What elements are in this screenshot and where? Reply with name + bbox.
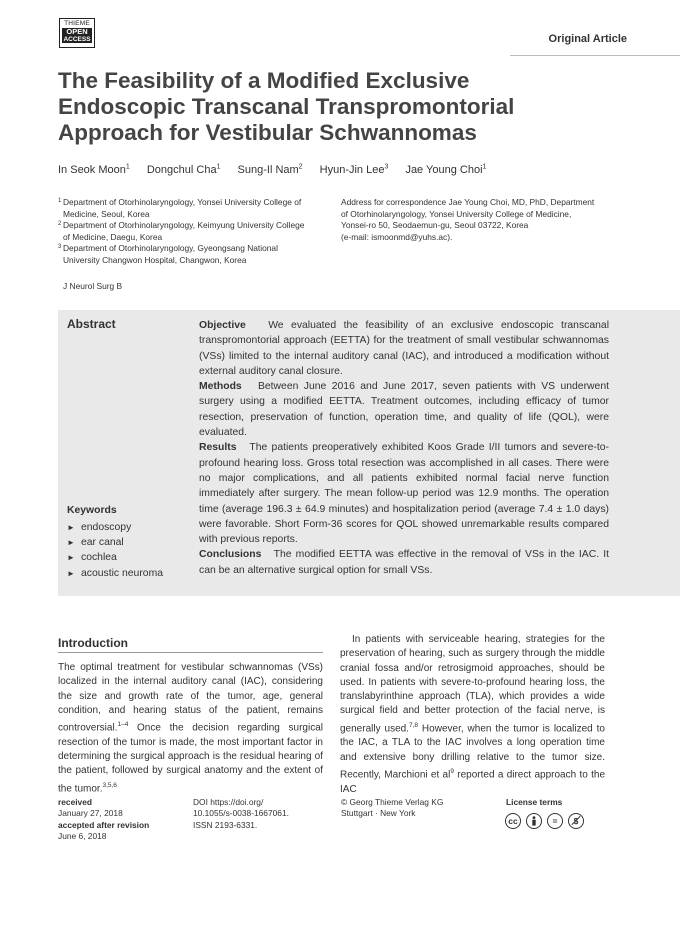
title-line: Endoscopic Transcanal Transpromontorial — [58, 94, 515, 119]
article-type: Original Article — [548, 33, 627, 45]
journal-name: J Neurol Surg B — [63, 281, 123, 291]
logo-line1: THIEME — [64, 20, 90, 27]
keyword-item: ► acoustic neuroma — [67, 566, 163, 581]
abstract-section: Results The patients preoperatively exhibited Koos Grade I/II tumors and severe-to-profound hearing loss. Gross total resection was accomplished in all cases. There were no major complications, and all patients exhibited normal facial nerve function immediately after surgery. The mean follow-up period was 12.9 months. The operation time (average 196.3 ± 64.9 minutes) and hospitalization period (average 7.4 ± 1.0 days) were favorable. Short Form-36 scores for QOL showed unremarkable results compared with previous reports. — [199, 442, 609, 546]
keyword-item: ► ear canal — [67, 535, 163, 550]
abstract-section: Conclusions The modified EETTA was effective in the removal of VSs in the IAC. It can be an alternative surgical option for small VSs. — [199, 549, 609, 576]
title-line: Approach for Vestibular Schwannomas — [58, 120, 477, 145]
article-title — [58, 68, 558, 146]
thieme-open-access-logo — [59, 18, 95, 48]
abstract-body — [199, 318, 609, 578]
introduction-heading: Introduction — [58, 636, 128, 650]
introduction-right-column — [340, 633, 605, 797]
accepted-label: accepted after revision — [58, 819, 150, 830]
arrow-bullet-icon: ► — [67, 553, 75, 563]
received-date: January 27, 2018 — [58, 808, 123, 819]
accepted-date: June 6, 2018 — [58, 831, 107, 842]
keyword-item: ► endoscopy — [67, 520, 163, 535]
license-icons[interactable] — [505, 813, 584, 829]
keywords-list — [67, 520, 163, 581]
header-rule — [510, 55, 680, 56]
received-dates — [58, 797, 149, 843]
nc-icon: $ — [568, 813, 584, 829]
publisher-info: © Georg Thieme Verlag KG Stuttgart · New York — [341, 797, 444, 819]
affiliations — [58, 197, 328, 267]
author-list — [58, 163, 500, 176]
author: Jae Young Choi$^1$ — [405, 163, 487, 176]
affiliation: 2 Department of Otorhinolaryngology, Keimyung University College of Medicine, Daegu, Korea — [58, 220, 305, 242]
section-rule — [58, 652, 323, 653]
abstract-section: Objective We evaluated the feasibility of an exclusive endoscopic transcanal transpromontorial approach (EETTA) for the treatment of small vestibular schwannomas (VSs) limited to the internal auditory canal (IAC), and introduced a modification without external auditory canal closure. — [199, 320, 610, 377]
arrow-bullet-icon: ► — [67, 523, 75, 532]
paragraph: The optimal treatment for vestibular schwannomas (VSs) localized in the internal auditory canal (IAC), considering the size and growth rate of the tumor, age, general condition, and hearing status of the patient, remains controversial.$^{1-4}$ Once the decision regarding surgical resection of the tumor is made, the most important factor in determining the surgical approach is the residual hearing of the patient, followed by surgical anatomy and the extent of the tumor.$^{3,5,6}$ — [58, 662, 323, 795]
author: Hyun-Jin Lee$^3$ — [319, 163, 389, 176]
nd-icon: = — [547, 813, 563, 829]
logo-line2: OPEN — [62, 28, 92, 36]
author: Dongchul Cha$^1$ — [146, 163, 221, 176]
keywords-heading: Keywords — [67, 505, 117, 516]
author: In Seok Moon$^1$ — [58, 163, 130, 176]
by-icon — [526, 813, 542, 829]
doi-info: DOI https://doi.org/ 10.1055/s-0038-1667061. ISSN 2193-6331. — [193, 797, 289, 830]
abstract-heading: Abstract — [67, 317, 116, 331]
paragraph: In patients with serviceable hearing, strategies for the preservation of hearing, such as surgery through the middle cranial fossa and/or retrosigmoid approaches, should be used. In patients with severe-to-profound hearing loss, the translabyrinthine approach (TLA), which provides a wide surgical field and better protection of the facial nerve, is generally used.$^{7,8}$ However, when the tumor is localized to the IAC, a TLA to the IAC involves a long operation time and extensive bony drilling relative to the tumor size. Recently, Marchioni et $al^9$ reported a direct approach to the IAC — [340, 634, 606, 795]
abstract-section: Methods Between June 2016 and June 2017, seven patients with VS underwent surgery using a modified EETTA. Treatment outcomes, including efficacy of tumor resection, preservation of function, operation time, and quality of life (QOL), were evaluated. — [199, 381, 609, 439]
affiliation: 1 Department of Otorhinolaryngology, Yonsei University College of Medicine, Seoul, Korea — [58, 197, 302, 219]
license-label: License terms — [506, 797, 563, 807]
arrow-bullet-icon: ► — [67, 538, 75, 548]
affiliation: 3 Department of Otorhinolaryngology, Gyeongsang National University Changwon Hospital, Changwon, Korea — [58, 243, 278, 265]
arrow-bullet-icon: ► — [67, 568, 75, 578]
introduction-left-column — [58, 661, 323, 796]
author: Sung-Il Nam$^2$ — [237, 163, 303, 176]
correspondence-address: Address for correspondence Jae Young Choi, MD, PhD, Department of Otorhinolaryngology, Yonsei University College of Medicine, Yonsei-ro 50, Seodaemun-gu, Seoul 03722, Korea (e-mail: ismoonmd@yuhs.ac). — [341, 197, 595, 242]
doi-link[interactable]: DOI https://doi.org/ — [193, 797, 264, 807]
cc-icon: cc — [505, 813, 521, 829]
received-label: received — [58, 797, 92, 807]
title-line: The Feasibility of a Modified Exclusive — [58, 68, 470, 93]
logo-line3: ACCESS — [63, 36, 91, 43]
keyword-item: ► cochlea — [67, 550, 163, 565]
